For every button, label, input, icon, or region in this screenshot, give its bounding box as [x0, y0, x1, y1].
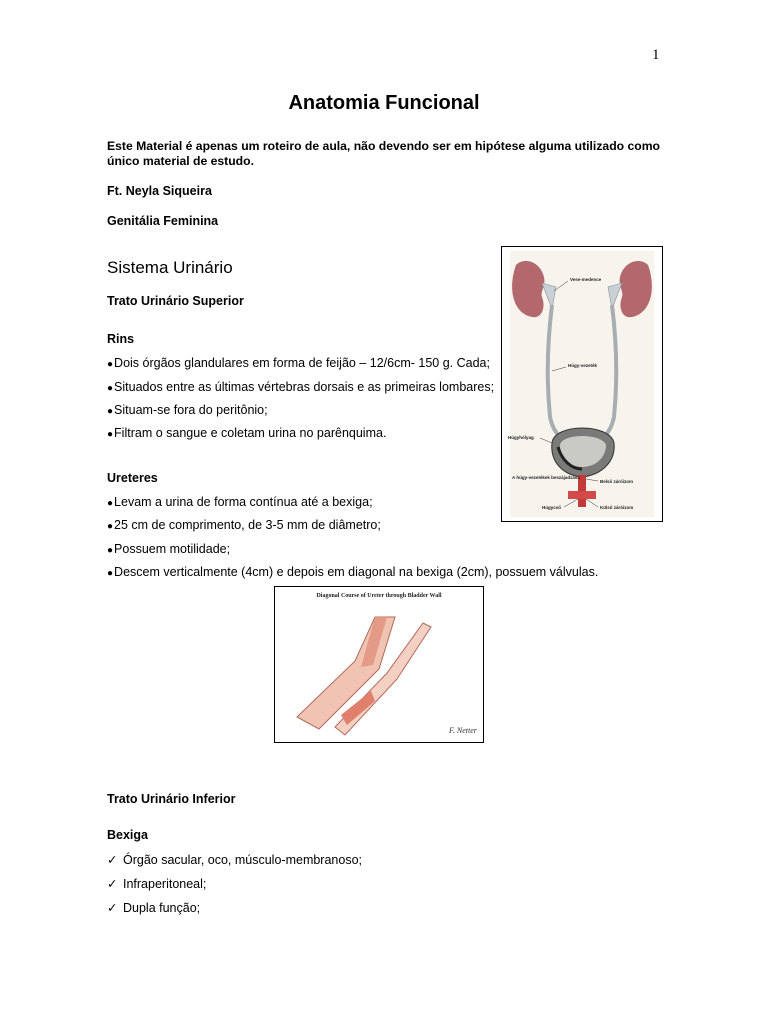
urinary-system-figure [501, 246, 663, 522]
ureter-course-figure [274, 586, 484, 743]
list-item: ●Levam a urina de forma contínua até a bexiga; [107, 495, 373, 509]
lower-tract-heading: Trato Urinário Inferior [107, 792, 236, 806]
checkmark-icon: ✓ [107, 901, 118, 915]
bladder-heading: Bexiga [107, 828, 148, 842]
checkmark-icon: ✓ [107, 853, 118, 867]
figure-label: Külső záróizom [600, 505, 634, 510]
page-number: 1 [652, 47, 660, 63]
list-item: ●Possuem motilidade; [107, 542, 231, 556]
upper-tract-heading: Trato Urinário Superior [107, 294, 244, 308]
list-item: ●Filtram o sangue e coletam urina no parênquima. [107, 426, 387, 440]
figure-label: Vese-medence [570, 277, 602, 282]
figure-label: Húgy-vezeték [568, 363, 598, 368]
figure-label: Húgyhólyag [508, 435, 534, 440]
list-item: ●25 cm de comprimento, de 3-5 mm de diâmetro; [107, 518, 381, 532]
figure-signature: F. Netter [449, 726, 477, 735]
list-item: ✓ Infraperitoneal; [107, 877, 207, 891]
list-item: ●Dois órgãos glandulares em forma de feijão – 12/6cm- 150 g. Cada; [107, 356, 490, 370]
figure-caption: Diagonal Course of Ureter through Bladder Wall [316, 593, 442, 599]
list-item: ●Situam-se fora do peritônio; [107, 403, 268, 417]
list-item: ✓ Órgão sacular, oco, músculo-membranoso; [107, 853, 362, 867]
checkmark-icon: ✓ [107, 877, 118, 891]
document-title: Anatomia Funcional [288, 92, 480, 114]
author: Ft. Neyla Siqueira [107, 184, 212, 198]
figure-label: Belső záróizom [600, 479, 634, 484]
list-item: ✓ Dupla função; [107, 901, 201, 915]
ureter-course-illustration [275, 587, 483, 742]
section-title: Sistema Urinário [107, 258, 233, 277]
list-item: ●Situados entre as últimas vértebras dorsais e as primeiras lombares; [107, 380, 495, 394]
kidneys-heading: Rins [107, 332, 135, 346]
urinary-system-illustration [502, 247, 662, 521]
figure-label: A húgy-vezetékek beszájadzása [512, 475, 580, 480]
figure-label: Húgycső [542, 505, 562, 510]
disclaimer-text: Este Material é apenas um roteiro de aula, não devendo ser em hipótese alguma utilizado como único material de estudo. [107, 139, 660, 168]
list-item: ●Descem verticalmente (4cm) e depois em diagonal na bexiga (2cm), possuem válvulas. [107, 565, 599, 579]
ureters-heading: Ureteres [107, 471, 158, 485]
subject: Genitália Feminina [107, 214, 219, 228]
